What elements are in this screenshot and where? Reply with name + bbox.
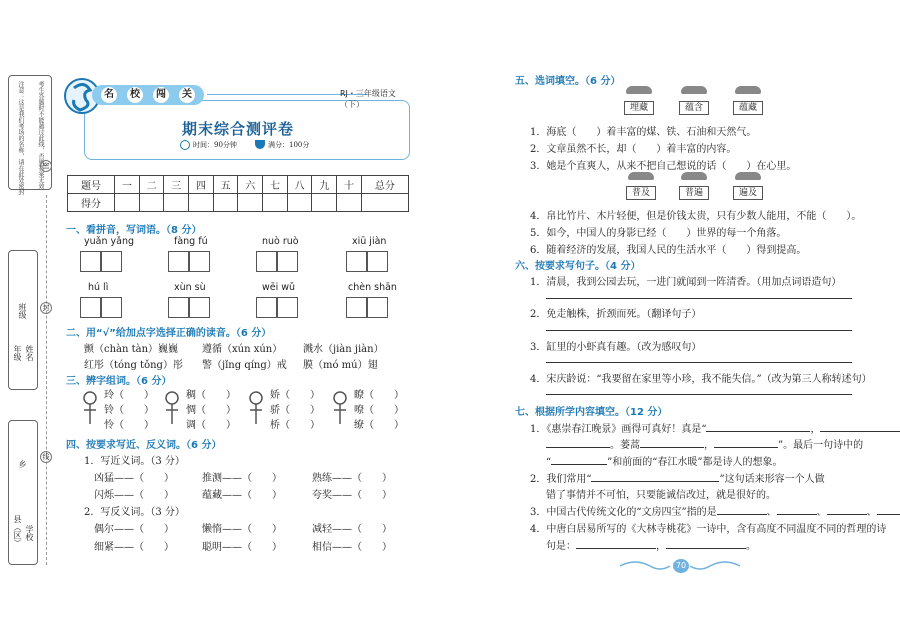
subject-label: RJ・三年级语文（下） [340,89,396,109]
score-cell[interactable] [139,194,164,212]
fill-question[interactable]: 5．如今，中国人的身影已经（ ）世界的每一个角落。 [530,228,787,239]
reading-choice[interactable]: 红彤（tóng tǒng）彤 [84,360,183,371]
char-blank[interactable]: 惆（ ） [186,405,236,416]
brand-char: 闯 [153,87,169,103]
recall-question [530,420,900,435]
recall-question: 3．中国古代传统文化的“文房四宝”指的是 、 、 、 [530,503,900,518]
score-cell[interactable] [189,194,214,212]
name-label: 姓名 [25,345,34,361]
reading-choice[interactable]: 遵循（xún xún） [202,344,283,355]
grade-label: 年级 [13,345,22,361]
recall-text: “ [546,457,552,468]
fill-blank[interactable] [666,548,746,549]
score-cell[interactable] [287,194,312,212]
char-blank[interactable]: 娇（ ） [270,390,320,401]
recall-question [546,453,782,468]
pinyin-label: chèn shān [348,282,397,293]
fill-blank[interactable] [827,514,867,515]
antonym-blank[interactable]: 偶尔——（ ） [94,524,174,535]
recall-text: 3．中国古代传统文化的“文房四宝”指的是 [530,507,717,518]
fill-blank[interactable] [591,481,719,482]
clock-icon [180,140,190,150]
answer-box[interactable] [256,297,298,318]
score-col: 七 [263,176,288,194]
fill-question[interactable]: 2．文章虽然不长，却（ ）着丰富的内容。 [530,144,737,155]
synonym-subheading: 1．写近义词。（3 分） [84,456,185,467]
header-banner [62,74,412,162]
char-blank[interactable]: 铃（ ） [104,405,154,416]
seal-mark-c: 线 [40,451,52,463]
char-group [248,386,328,430]
fill-blank[interactable] [714,447,778,448]
char-blank[interactable]: 桥（ ） [270,420,320,431]
time-limit: 时间：90分钟 [193,141,237,149]
pinyin-label: yuǎn yǎng [84,236,135,247]
fill-blank[interactable] [706,431,810,432]
exam-title: 期末综合测评卷 [182,120,295,138]
score-col-total: 总分 [361,176,408,194]
fill-blank[interactable] [546,447,610,448]
char-blank[interactable]: 瞭（ ） [354,390,404,401]
answer-line[interactable] [546,394,852,395]
recall-question [530,470,825,485]
answer-box[interactable] [346,251,388,272]
char-group [82,386,162,430]
margin-notice-2: 考生答题时不能越过此线，否则答案无效 [37,81,44,189]
synonym-blank[interactable]: 闪烁——（ ） [94,490,174,501]
score-cell[interactable] [213,194,238,212]
score-cell[interactable] [337,194,362,212]
recall-question [546,436,863,451]
word-card: 埋藏 [624,101,654,115]
score-col-label: 题号 [68,176,115,194]
word-card-hat-icon [735,86,761,94]
score-header-row [68,176,409,194]
char-group [164,386,244,430]
word-card-hat-icon [681,172,707,180]
word-card-hat-icon [626,86,652,94]
char-blank[interactable]: 嘹（ ） [354,405,404,416]
answer-box[interactable] [346,297,388,318]
pinyin-label: nuò ruò [262,236,299,247]
section-5-heading: 五、选词填空。（6 分） [515,76,621,87]
fill-blank[interactable] [877,514,900,515]
score-table [67,175,409,212]
fill-question[interactable]: 4．帛比竹片、木片轻便，但是价钱太贵，只有少数人能用，不能（ ）。 [530,211,862,222]
reading-choice[interactable]: 警（jǐng qíng）戒 [202,360,287,371]
brand-ribbon [92,85,204,105]
county-label: 县（区） [13,515,22,547]
brace-icon [82,388,102,426]
section-7-heading: 七、根据所学内容填空。（12 分） [515,407,668,418]
recall-text: 1．《惠崇春江晚景》画得可真好！真是“ [530,424,707,435]
answer-box[interactable] [80,251,122,272]
score-value-row [68,194,409,212]
brand-char: 关 [179,87,195,103]
fill-question[interactable]: 1．海底（ ）着丰富的煤、铁、石油和天然气。 [530,127,757,138]
recall-text: 错了事情并不可怕，只要能诚信改过，就是很好的。 [546,490,776,501]
antonym-blank[interactable]: 聪明——（ ） [202,542,282,553]
full-score: 满分：100分 [268,141,310,149]
section-4-heading: 四、按要求写近、反义词。（6 分） [66,440,222,451]
recall-text: ”。最后一句诗中的 [778,440,864,451]
score-col: 八 [287,176,312,194]
pinyin-label: wēi wǔ [262,282,296,293]
margin-notice-1: 注意：这是我们考场的名称，请在此处密封 [17,81,24,195]
word-card: 遍及 [733,186,763,200]
score-cell[interactable] [238,194,263,212]
brace-icon [248,388,268,426]
synonym-blank[interactable]: 夸奖——（ ） [312,490,392,501]
section-2-heading: 二、用“√”给加点字选择正确的读音。（6 分） [66,328,272,339]
recall-text: 2．我们常用“ [530,474,592,485]
antonym-subheading: 2．写反义词。（3 分） [84,507,185,518]
word-card: 普及 [626,186,656,200]
town-label: 乡 [18,460,27,468]
pinyin-label: xiū jiàn [352,236,387,247]
recall-text: ”和前面的“春江水暖”都是诗人的想象。 [607,457,783,468]
recall-text: ， [704,440,714,451]
binding-margin [8,75,52,565]
fill-question[interactable]: 3．她是个直爽人，从来不把自己想说的话（ ）在心里。 [530,161,797,172]
word-card: 蕴含 [679,101,709,115]
pinyin-row-2 [80,282,410,326]
antonym-blank[interactable]: 相信——（ ） [312,542,392,553]
student-info-box [8,250,38,390]
brand-char: 名 [101,87,117,103]
score-cell[interactable] [263,194,288,212]
answer-line[interactable] [546,362,852,363]
fill-question[interactable]: 6．随着经济的发展，我国人民的生活水平（ ）得到提高。 [530,245,807,256]
score-col: 十 [337,176,362,194]
dashed-cut-line [46,195,47,565]
answer-box[interactable] [168,251,210,272]
score-col: 一 [115,176,140,194]
recall-text: 4．中唐白居易所写的《大林寺桃花》一诗中，含有高度不同温度不同的哲理的诗 [530,524,887,535]
char-blank[interactable]: 缭（ ） [354,420,404,431]
section-1-heading: 一、看拼音，写词语。（8 分） [66,225,202,236]
seal-mark-b: 封 [40,302,52,314]
recall-text: 。蒌蒿 [610,440,640,451]
section-3-heading: 三、辨字组词。（6 分） [66,376,172,387]
word-card-hat-icon [735,172,761,180]
fill-blank[interactable] [820,431,900,432]
sentence-task: 1．清晨，我到公园去玩，一进门就闻到一阵清香。（用加点词语造句） [530,277,842,288]
pinyin-row-1 [80,236,410,280]
word-card: 蕴藏 [733,101,763,115]
score-cell[interactable] [361,194,408,212]
synonym-blank[interactable]: 熟练——（ ） [312,473,392,484]
brand-char: 校 [127,87,143,103]
score-col: 五 [213,176,238,194]
pinyin-label: hú lì [88,282,109,293]
synonym-blank[interactable]: 推测——（ ） [202,473,282,484]
sentence-task: 2．免走触株，折颈而死。（翻译句子） [530,309,702,320]
brace-icon [332,388,352,426]
synonym-blank[interactable]: 凶猛——（ ） [94,473,174,484]
brace-icon [164,388,184,426]
antonym-blank[interactable]: 懒惰——（ ） [202,524,282,535]
recall-text: ， [810,424,821,435]
recall-question: 句是： ， 。 [546,541,756,552]
char-blank[interactable]: 怜（ ） [104,420,154,431]
score-cell[interactable] [115,194,140,212]
recall-text: 句是： [546,541,576,552]
char-blank[interactable]: 稠（ ） [186,390,236,401]
antonym-blank[interactable]: 细紧——（ ） [94,542,174,553]
fill-blank[interactable] [576,548,656,549]
page-number: 70 [673,559,689,573]
score-cell[interactable] [312,194,337,212]
score-col: 六 [238,176,263,194]
answer-line[interactable] [546,298,852,299]
seal-mark-a: 密 [40,160,52,172]
class-field-label: 班级 [18,303,27,319]
reading-choice[interactable]: 溅水（jiàn jiàn） [303,344,384,355]
word-card-hat-icon [681,86,707,94]
char-blank[interactable]: 调（ ） [186,420,236,431]
reading-choice[interactable]: 膜（mó mú）翅 [303,360,378,371]
fill-blank[interactable] [777,514,817,515]
sentence-task: 4．宋庆龄说：“我要留在家里等小珍，我不能失信。”（改为第三人称转述句） [530,374,872,385]
pinyin-label: fàng fú [174,236,208,247]
score-col: 二 [139,176,164,194]
score-row-label: 得分 [68,194,115,212]
recall-text: ”这句话来形容一个人做 [719,474,825,485]
answer-box[interactable] [168,297,210,318]
char-blank[interactable]: 玲（ ） [104,390,154,401]
fill-blank[interactable] [551,464,607,465]
word-card: 普遍 [679,186,709,200]
fill-blank[interactable] [640,447,704,448]
pinyin-label: xùn sù [174,282,206,293]
answer-box[interactable] [80,297,122,318]
school-label: 学校 [25,525,34,541]
score-col: 三 [164,176,189,194]
score-col: 四 [189,176,214,194]
score-cell[interactable] [164,194,189,212]
reading-choice[interactable]: 颤（chàn tàn）巍巍 [84,344,179,355]
answer-box[interactable] [256,251,298,272]
char-group [332,386,412,430]
synonym-blank[interactable]: 蕴藏——（ ） [202,490,282,501]
sentence-task: 3．缸里的小虾真有趣。（改为感叹句） [530,342,702,353]
antonym-blank[interactable]: 减轻——（ ） [312,524,392,535]
section-6-heading: 六、按要求写句子。（4 分） [515,261,641,272]
word-card-hat-icon [628,172,654,180]
score-col: 九 [312,176,337,194]
fill-blank[interactable] [717,514,767,515]
answer-line[interactable] [546,330,852,331]
char-blank[interactable]: 骄（ ） [270,405,320,416]
